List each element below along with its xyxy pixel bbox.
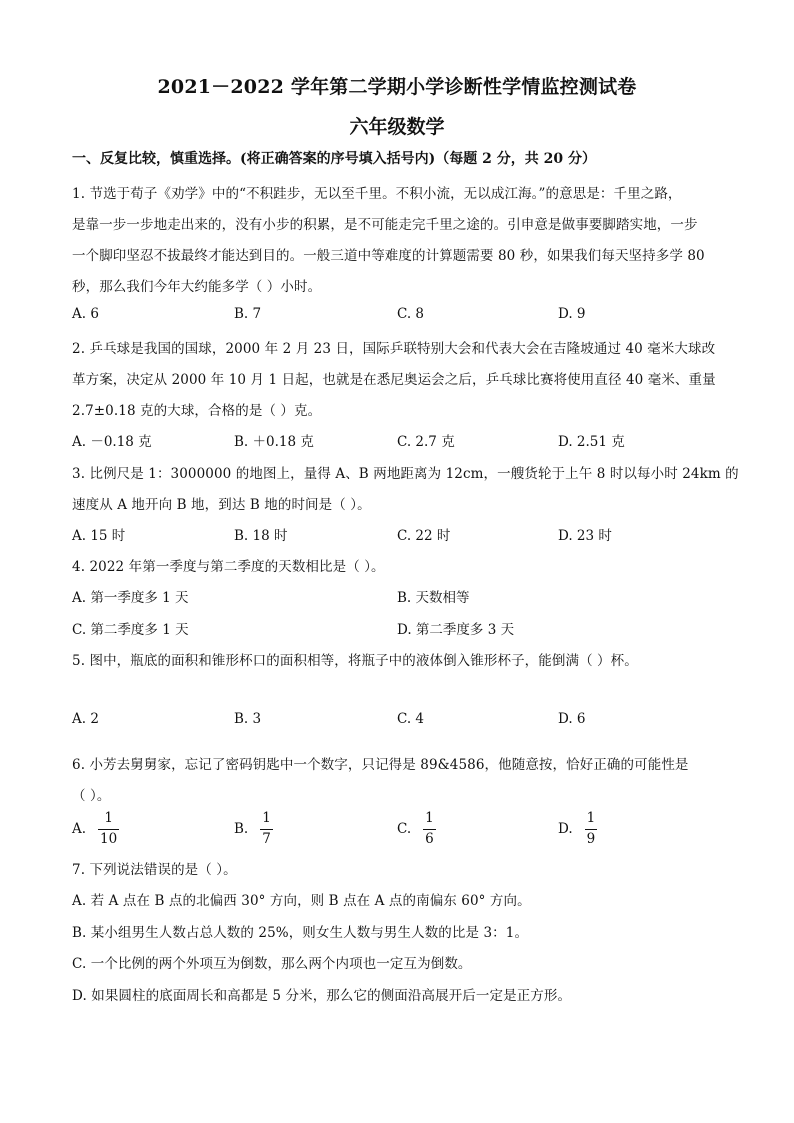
q7-option-c: C. 一个比例的两个外项互为倒数，那么两个内项也一定互为倒数。 [72, 956, 472, 972]
q2-option-a: A. －0.18 克 [72, 434, 152, 450]
q2-option-c: C. 2.7 克 [397, 434, 455, 450]
fraction [423, 812, 436, 846]
q6-option-d-label: D. [558, 821, 573, 837]
q5-option-c: C. 4 [397, 711, 425, 727]
q1-option-d: D. 9 [558, 306, 586, 322]
fraction [98, 812, 119, 846]
q6-option-b [234, 812, 273, 846]
q6-option-b-label: B. [234, 821, 249, 837]
question-3-line-1: 3. 比例尺是 1：3000000 的地图上，量得 A、B 两地距离为 12cm，一艘货轮于上午 8 时以每小时 24km 的 [72, 466, 739, 482]
q1-option-a: A. 6 [72, 306, 99, 322]
q4-option-b: B. 天数相等 [397, 590, 470, 606]
question-3-line-2: 速度从 A 地开向 B 地，到达 B 地的时间是（ ）。 [72, 497, 371, 513]
q5-option-d: D. 6 [558, 711, 586, 727]
question-4-line-1: 4. 2022 年第一季度与第二季度的天数相比是（ ）。 [72, 559, 385, 575]
q7-option-b: B. 某小组男生人数占总人数的 25%，则女生人数与男生人数的比是 3：1。 [72, 925, 529, 941]
question-6-line-2: （ ）。 [72, 788, 111, 804]
question-2-line-3: 2.7±0.18 克的大球，合格的是（ ）克。 [72, 403, 322, 419]
question-1-line-4: 秒，那么我们今年大约能多学（ ）小时。 [72, 279, 322, 295]
q3-option-b: B. 18 时 [234, 528, 288, 544]
q2-option-b: B. ＋0.18 克 [234, 434, 314, 450]
fraction-denominator: 6 [425, 830, 434, 847]
question-1-line-2: 是靠一步一步地走出来的，没有小步的积累，是不可能走完千里之途的。引申意是做事要脚踏实地，一步 [72, 217, 698, 233]
fraction-denominator: 7 [262, 830, 271, 847]
fraction [585, 812, 598, 846]
fraction [260, 812, 273, 846]
fraction-denominator: 9 [586, 830, 596, 847]
q6-option-d [558, 812, 597, 846]
question-1-line-1: 1. 节选于荀子《劝学》中的“不积跬步，无以至千里。不积小流，无以成江海。”的意思是：千里之路， [72, 186, 682, 202]
q4-option-a: A. 第一季度多 1 天 [72, 590, 189, 606]
q6-option-c-label: C. [397, 821, 412, 837]
exam-subtitle: 六年级数学 [349, 116, 445, 138]
question-5-line-1: 5. 图中，瓶底的面积和锥形杯口的面积相等，将瓶子中的液体倒入锥形杯子，能倒满（ ）杯。 [72, 653, 638, 669]
q4-option-c: C. 第二季度多 1 天 [72, 622, 189, 638]
q5-option-a: A. 2 [72, 711, 99, 727]
fraction-numerator: 1 [586, 810, 596, 826]
question-2-line-1: 2. 乒乓球是我国的国球，2000 年 2 月 23 日，国际乒联特别大会和代表大会在吉隆坡通过 40 毫米大球改 [72, 341, 716, 357]
fraction-denominator: 10 [100, 830, 118, 847]
q2-option-d: D. 2.51 克 [558, 434, 625, 450]
q4-option-d: D. 第二季度多 3 天 [397, 622, 515, 638]
q3-option-c: C. 22 时 [397, 528, 451, 544]
q1-option-c: C. 8 [397, 306, 425, 322]
q6-option-c [397, 812, 436, 846]
section-heading: 一、反复比较，慎重选择。(将正确答案的序号填入括号内)（每题 2 分，共 20 分） [72, 151, 596, 167]
q6-option-a [72, 812, 119, 846]
q3-option-a: A. 15 时 [72, 528, 126, 544]
q1-option-b: B. 7 [234, 306, 262, 322]
question-2-line-2: 革方案，决定从 2000 年 10 月 1 日起，也就是在悉尼奥运会之后，乒乓球比赛将使用直径 40 毫米、重量 [72, 372, 716, 388]
exam-title: 2021－2022 学年第二学期小学诊断性学情监控测试卷 [157, 76, 637, 98]
q7-option-a: A. 若 A 点在 B 点的北偏西 30° 方向，则 B 点在 A 点的南偏东 60° 方向。 [72, 893, 531, 909]
fraction-numerator: 1 [262, 810, 271, 826]
fraction-numerator: 1 [104, 810, 113, 826]
question-6-line-1: 6. 小芳去舅舅家，忘记了密码钥匙中一个数字，只记得是 89&4586，他随意按，恰好正确的可能性是 [72, 757, 689, 773]
q5-option-b: B. 3 [234, 711, 262, 727]
q3-option-d: D. 23 时 [558, 528, 612, 544]
question-1-line-3: 一个脚印坚忍不拔最终才能达到目的。一般三道中等难度的计算题需要 80 秒，如果我们每天坚持多学 80 [72, 248, 705, 264]
fraction-numerator: 1 [425, 810, 434, 826]
question-7-line-1: 7. 下列说法错误的是（ ）。 [72, 862, 237, 878]
q6-option-a-label: A. [72, 821, 87, 837]
q7-option-d: D. 如果圆柱的底面周长和高都是 5 分米，那么它的侧面沿高展开后一定是正方形。 [72, 988, 572, 1004]
